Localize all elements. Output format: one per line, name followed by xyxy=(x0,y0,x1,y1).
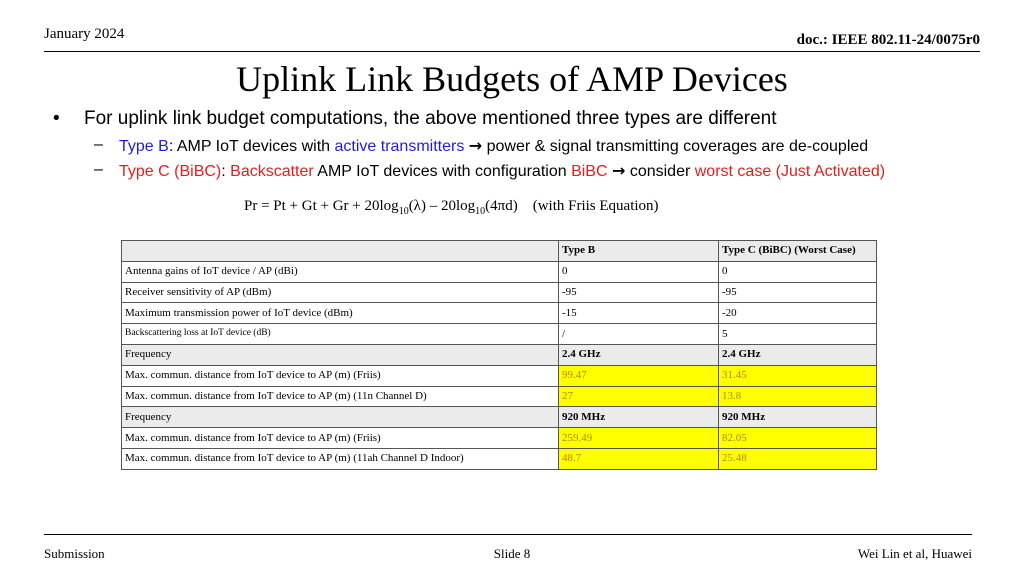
type-c-value: 0 xyxy=(719,261,877,282)
type-b-value: 48.7 xyxy=(559,448,719,469)
bullet-list xyxy=(50,108,885,186)
type-b-value: 259.49 xyxy=(559,428,719,449)
slide-title: Uplink Link Budgets of AMP Devices xyxy=(236,59,788,99)
row-label: Antenna gains of IoT device / AP (dBi) xyxy=(122,261,559,282)
bullet-dot-icon: • xyxy=(53,108,60,129)
dash-icon: – xyxy=(94,136,103,153)
type-c-text-1: : xyxy=(221,163,231,180)
type-b-value: / xyxy=(559,324,719,345)
row-label: Maximum transmission power of IoT device (dBm) xyxy=(122,303,559,324)
table-row xyxy=(122,324,877,345)
formula-sub-1: 10 xyxy=(398,206,409,217)
type-b-value: 27 xyxy=(559,386,719,407)
table-row-frequency xyxy=(122,407,877,428)
friis-formula xyxy=(244,198,659,217)
type-c-text-2: AMP IoT devices with configuration xyxy=(313,163,572,180)
type-c-value: -95 xyxy=(719,282,877,303)
link-budget-table xyxy=(121,240,877,470)
type-c-value: 2.4 GHz xyxy=(719,344,877,365)
type-c-label: Type C (BiBC) xyxy=(119,163,222,180)
type-b-value: -15 xyxy=(559,303,719,324)
footer-submission: Submission xyxy=(44,546,105,561)
bullet-main-text: For uplink link budget computations, the above mentioned three types are different xyxy=(84,108,777,129)
type-c-value: 25.48 xyxy=(719,448,877,469)
type-c-value: 82.05 xyxy=(719,428,877,449)
type-b-text-1: : AMP IoT devices with xyxy=(168,138,335,155)
formula-part-2: (λ) – 20log xyxy=(408,198,476,214)
bullet-type-c xyxy=(50,161,885,186)
header-date: January 2024 xyxy=(44,26,125,42)
formula-part-1: Pr = Pt + Gt + Gr + 20log xyxy=(244,198,399,214)
row-label: Max. commun. distance from IoT device to AP (m) (Friis) xyxy=(122,365,559,386)
header-cell-type-c: Type C (BiBC) (Worst Case) xyxy=(719,241,877,262)
type-b-value: 2.4 GHz xyxy=(559,344,719,365)
table-row xyxy=(122,261,877,282)
footer-author: Wei Lin et al, Huawei xyxy=(857,546,972,561)
table-header-row xyxy=(122,241,877,262)
table-row xyxy=(122,448,877,469)
row-label: Backscattering loss at IoT device (dB) xyxy=(122,324,559,345)
type-b-value: 920 MHz xyxy=(559,407,719,428)
row-label: Frequency xyxy=(122,407,559,428)
type-c-text-3: consider xyxy=(625,163,695,180)
header-doc-id: doc.: IEEE 802.11-24/0075r0 xyxy=(796,32,980,48)
type-b-value: -95 xyxy=(559,282,719,303)
header-cell-type-b: Type B xyxy=(559,241,719,262)
formula-part-3: (4πd) xyxy=(485,198,518,214)
type-b-label: Type B xyxy=(119,138,169,155)
table-row xyxy=(122,282,877,303)
type-c-value: 5 xyxy=(719,324,877,345)
row-label: Receiver sensitivity of AP (dBm) xyxy=(122,282,559,303)
table-row xyxy=(122,303,877,324)
table-row xyxy=(122,428,877,449)
dash-icon: – xyxy=(94,161,103,178)
table-row-frequency xyxy=(122,344,877,365)
type-b-highlight: active transmitters xyxy=(334,138,465,155)
footer-rule xyxy=(44,534,972,535)
right-arrow-icon: → xyxy=(611,161,626,180)
type-c-value: 920 MHz xyxy=(719,407,877,428)
footer-slide-number: Slide 8 xyxy=(493,546,531,561)
type-c-backscatter: Backscatter xyxy=(230,163,314,180)
formula-sub-2: 10 xyxy=(475,206,486,217)
type-c-bibc: BiBC xyxy=(571,163,608,180)
type-b-text-2: power & signal transmitting coverages are de-coupled xyxy=(482,138,869,155)
row-label: Max. commun. distance from IoT device to AP (m) (Friis) xyxy=(122,428,559,449)
table-row xyxy=(122,386,877,407)
bullet-main xyxy=(50,108,885,136)
header-rule xyxy=(44,51,980,52)
type-b-value: 0 xyxy=(559,261,719,282)
table-row xyxy=(122,365,877,386)
row-label: Max. commun. distance from IoT device to AP (m) (11n Channel D) xyxy=(122,386,559,407)
type-b-value: 99.47 xyxy=(559,365,719,386)
row-label: Frequency xyxy=(122,344,559,365)
formula-note: (with Friis Equation) xyxy=(532,198,659,214)
type-c-value: 13.8 xyxy=(719,386,877,407)
type-c-value: -20 xyxy=(719,303,877,324)
bullet-type-b xyxy=(50,136,885,161)
row-label: Max. commun. distance from IoT device to AP (m) (11ah Channel D Indoor) xyxy=(122,448,559,469)
type-c-worst-case: worst case (Just Activated) xyxy=(694,163,886,180)
type-c-value: 31.45 xyxy=(719,365,877,386)
right-arrow-icon: → xyxy=(468,136,483,155)
header-cell xyxy=(122,241,559,262)
